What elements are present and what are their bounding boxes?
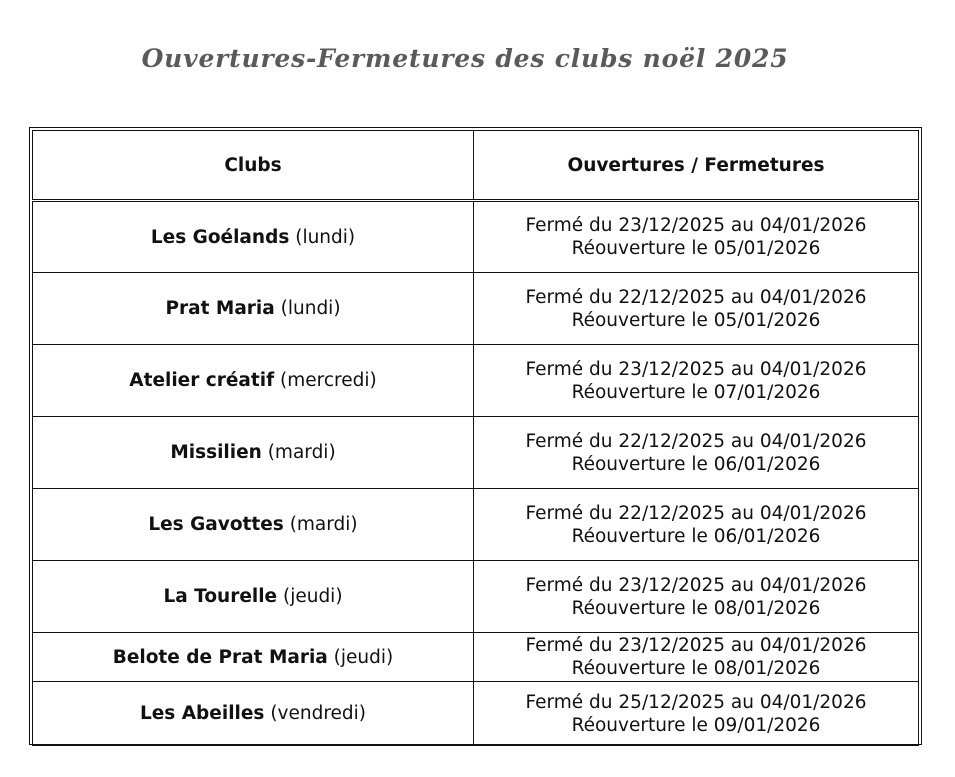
clubs-table-frame [29, 127, 922, 745]
schedule-cell [474, 417, 919, 489]
reopening-date: Réouverture le 05/01/2026 [571, 309, 821, 331]
club-name: Les Abeilles [139, 703, 265, 724]
table-row [33, 345, 919, 417]
club-cell [33, 201, 474, 273]
header-clubs: Clubs [33, 131, 474, 201]
club-cell [33, 345, 474, 417]
club-day: (jeudi) [277, 586, 343, 607]
table-header-row [33, 131, 919, 201]
table-row [33, 561, 919, 633]
club-cell [33, 633, 474, 682]
schedule-cell [474, 561, 919, 633]
table-row [33, 201, 919, 273]
club-name: Les Gavottes [148, 514, 284, 535]
schedule-cell [474, 345, 919, 417]
club-cell [33, 489, 474, 561]
closed-period: Fermé du 22/12/2025 au 04/01/2026 [525, 502, 867, 524]
schedule-cell [474, 682, 919, 746]
header-openings-closings: Ouvertures / Fermetures [474, 131, 919, 201]
closed-period: Fermé du 25/12/2025 au 04/01/2026 [525, 691, 867, 713]
closed-period: Fermé du 23/12/2025 au 04/01/2026 [525, 574, 867, 596]
club-day: (lundi) [289, 226, 356, 248]
reopening-date: Réouverture le 06/01/2026 [571, 453, 821, 475]
club-day: (vendredi) [264, 703, 367, 724]
club-cell [33, 273, 474, 345]
reopening-date: Réouverture le 08/01/2026 [571, 597, 821, 619]
club-day: (jeudi) [327, 646, 394, 668]
schedule-cell [474, 273, 919, 345]
club-day: (mardi) [283, 514, 358, 535]
club-name: Prat Maria [165, 298, 275, 319]
club-day: (mardi) [261, 442, 336, 463]
closed-period: Fermé du 23/12/2025 au 04/01/2026 [525, 358, 867, 380]
reopening-date: Réouverture le 05/01/2026 [571, 238, 821, 259]
clubs-table [32, 130, 919, 746]
reopening-date: Réouverture le 09/01/2026 [571, 714, 821, 736]
club-name: Atelier créatif [129, 370, 275, 391]
table-row [33, 273, 919, 345]
club-name: Belote de Prat Maria [112, 646, 328, 668]
club-day: (lundi) [274, 298, 341, 319]
closed-period: Fermé du 23/12/2025 au 04/01/2026 [525, 215, 867, 236]
table-row [33, 417, 919, 489]
club-day: (mercredi) [274, 370, 377, 391]
reopening-date: Réouverture le 08/01/2026 [571, 658, 821, 679]
club-name: La Tourelle [163, 586, 278, 607]
club-cell [33, 561, 474, 633]
schedule-cell [474, 633, 919, 682]
reopening-date: Réouverture le 07/01/2026 [571, 381, 821, 403]
club-cell [33, 417, 474, 489]
schedule-cell [474, 489, 919, 561]
club-name: Les Goélands [150, 226, 290, 248]
club-cell [33, 682, 474, 746]
closed-period: Fermé du 22/12/2025 au 04/01/2026 [525, 430, 867, 452]
table-row [33, 489, 919, 561]
document-title: Ouvertures-Fermetures des clubs noël 2025 [141, 44, 789, 73]
table-row [33, 633, 919, 682]
reopening-date: Réouverture le 06/01/2026 [571, 525, 821, 547]
closed-period: Fermé du 23/12/2025 au 04/01/2026 [525, 635, 867, 656]
schedule-cell [474, 201, 919, 273]
table-row [33, 682, 919, 746]
closed-period: Fermé du 22/12/2025 au 04/01/2026 [525, 286, 867, 308]
club-name: Missilien [170, 442, 262, 463]
